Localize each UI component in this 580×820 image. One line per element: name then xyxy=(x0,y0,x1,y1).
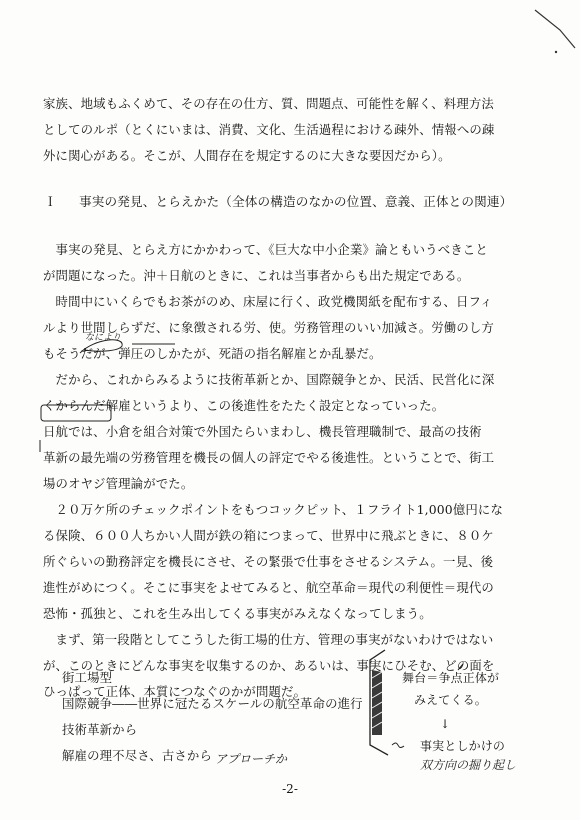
list-item-kokusai: 国際競争――世界に冠たるスケールの航空革命の進行 xyxy=(62,696,363,711)
heading-number: Ｉ xyxy=(44,194,57,209)
body-line-14: ２０万ケ所のチェックポイントをもつコックピット、１フライト1,000億円にな xyxy=(43,502,503,517)
corner-dot xyxy=(555,51,557,53)
right-note-3: 事実としかけの xyxy=(420,739,506,753)
body-line-9: だから、これからみるように技術革新とか、国際競争とか、民活、民営化に深 xyxy=(43,372,495,387)
body-line-18: 恐怖・孤独と、これを生み出してくる事実がみえなくなってしまう。 xyxy=(43,606,432,621)
page-number: -2- xyxy=(282,782,298,796)
handwritten-bottom: 双方向の掘り起し xyxy=(420,758,517,772)
right-note-1: 舞台＝争点正体が xyxy=(402,671,500,685)
handwritten-margin-note: なにより xyxy=(85,333,122,343)
body-line-2: としてのルポ（とくにいまは、消費、文化、生活過程における疎外、情報への疎 xyxy=(43,122,495,137)
body-line-7: ルより世間しらずだ、に象徴される労、使。労務管理のいい加減さ。労働のし方 xyxy=(43,320,494,335)
body-line-21: ひっぱって正体、本質につなぐのかが問題だ。 xyxy=(43,684,307,699)
handwritten-approach: アプローチか xyxy=(215,752,288,766)
body-line-13: 場のオヤジ管理論がでた。 xyxy=(43,476,194,491)
body-line-17: 進性がめにつく。そこに事実をよせてみると、航空革命＝現代の利便性＝現代の xyxy=(43,580,494,595)
bottom-squiggle xyxy=(392,743,404,748)
down-arrow: ↓ xyxy=(440,717,451,731)
body-line-1: 家族、地域もふくめて、その存在の仕方、質、問題点、可能性を解く、料理方法 xyxy=(43,96,494,111)
heading-text: 事実の発見、とらえかた（全体の構造のなかの位置、意義、正体との関連） xyxy=(79,194,513,209)
list-item-machikoba: 街工場型 xyxy=(62,670,113,685)
body-line-16: 所ぐらいの勤務評定を機長にさせ、その緊張で仕事をさせるシステム。一見、後 xyxy=(43,554,494,569)
body-line-8: もそうだが、弾圧のしかたが、死語の指名解雇とか乱暴だ。 xyxy=(43,346,382,361)
list-item-kaiko: 解雇の理不尽さ、古さから xyxy=(62,748,212,763)
body-line-10: くからんだ解雇というより、この後進性をたたく設定となっていった。 xyxy=(43,398,445,413)
section-heading xyxy=(44,194,544,210)
list-item-gijutsu: 技術革新から xyxy=(62,722,138,737)
body-line-11: 日航では、小倉を組合対策で外国たらいまわし、機長管理職制で、最高の技術 xyxy=(43,424,482,439)
body-line-12: 革新の最先端の労務管理を機長の個人の評定でやる後進性。ということで、街工 xyxy=(43,450,495,465)
right-note-2: みえてくる。 xyxy=(414,693,487,707)
body-line-3: 外に関心がある。そこが、人間存在を規定するのに大きな要因だから）。 xyxy=(43,148,451,163)
body-line-20: が、このときにどんな事実を収集するのか、あるいは、事実にひそむ、どの面を xyxy=(43,658,495,673)
body-line-5: が問題になった。沖＋日航のときに、これは当事者からも出た規定である。 xyxy=(43,268,470,283)
body-line-15: る保険、６００人ちかい人間が鉄の箱につまって、世界中に飛ぶときに、８０ケ xyxy=(43,528,494,543)
corner-stroke xyxy=(535,10,575,48)
body-line-6: 時間中にいくらでもお茶がのめ、床屋に行く、政党機関紙を配布する、日フィ xyxy=(43,294,493,309)
body-line-19: まず、第一段階としてこうした街工場的仕方、管理の事実がないわけではない xyxy=(43,632,494,647)
body-line-4: 事実の発見、とらえ方にかかわって、《巨大な中小企業》論ともいうべきこと xyxy=(43,242,488,257)
